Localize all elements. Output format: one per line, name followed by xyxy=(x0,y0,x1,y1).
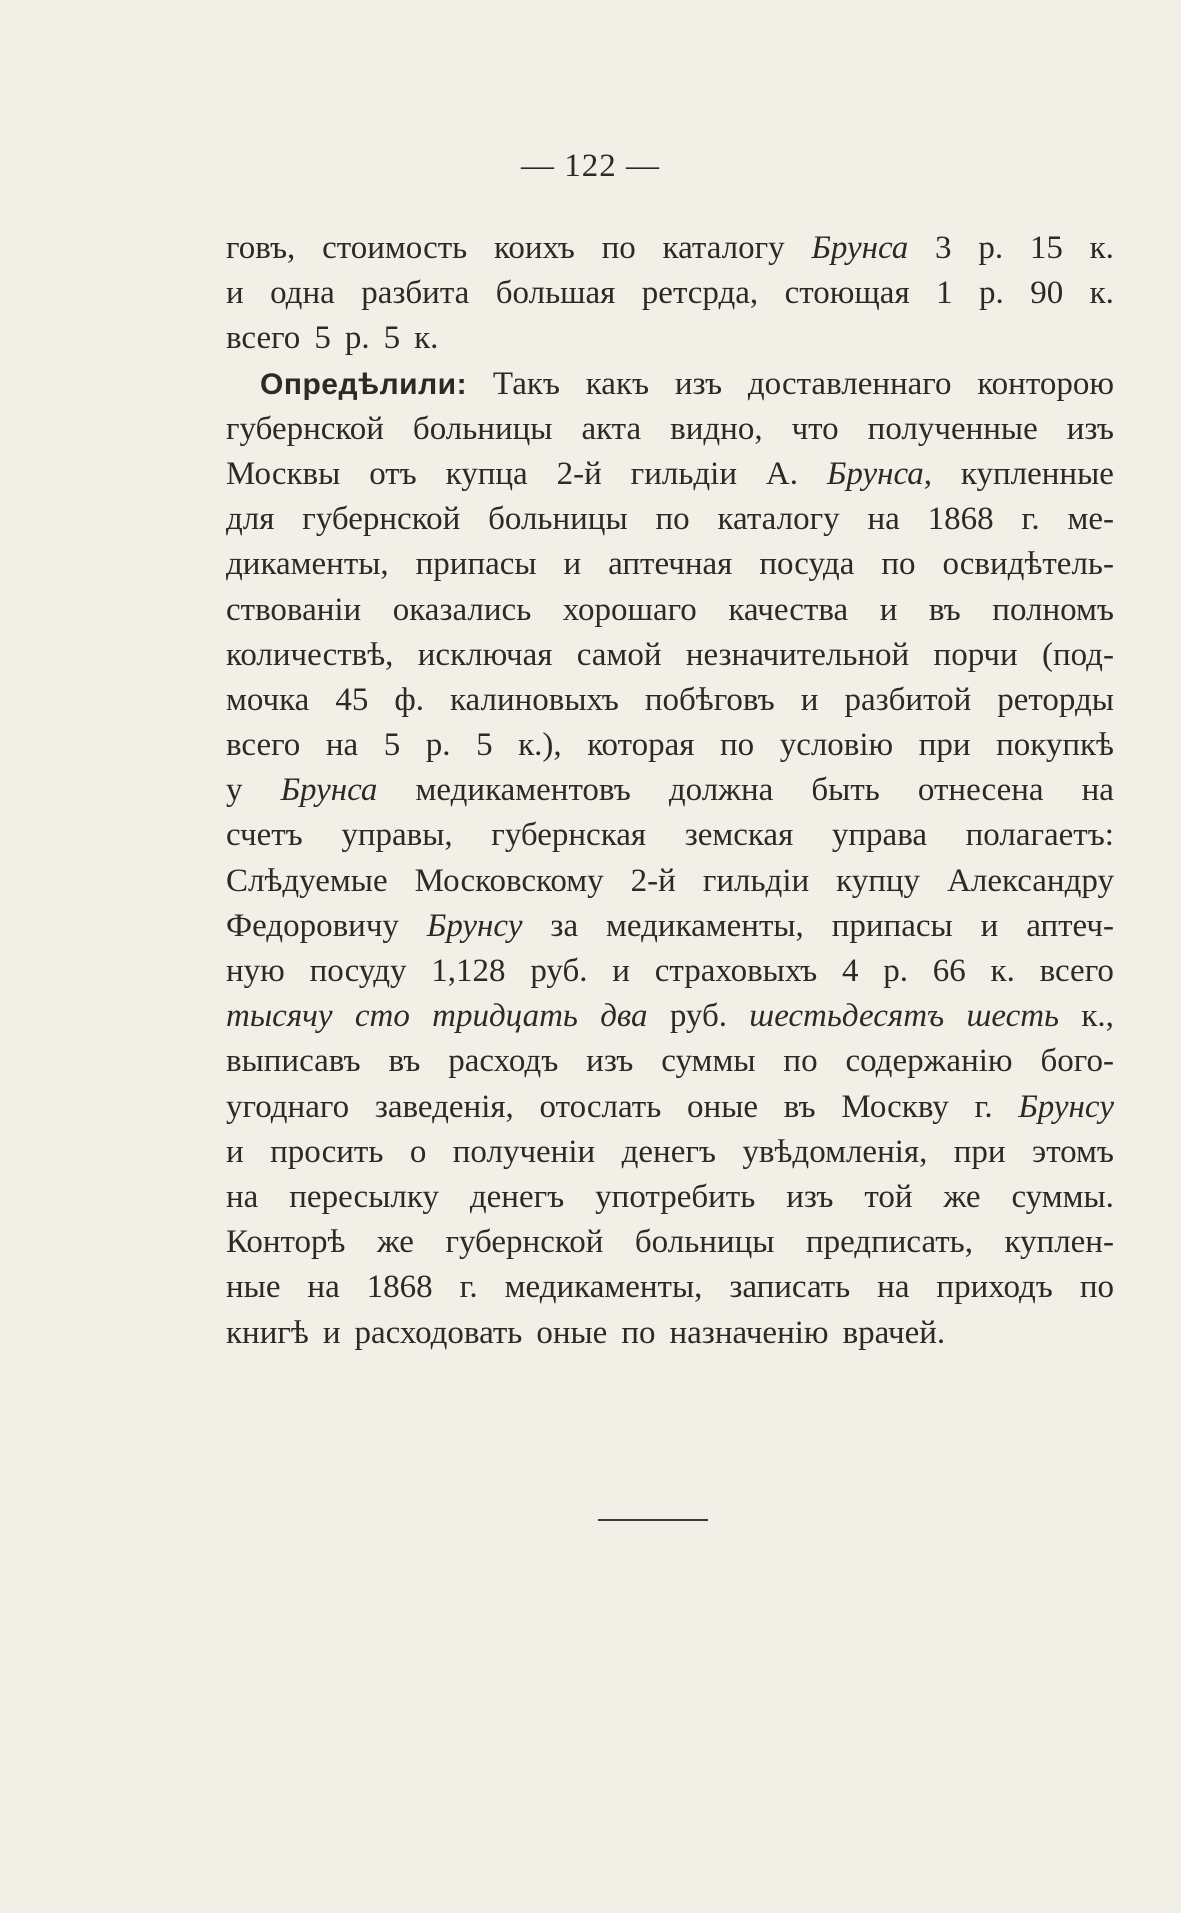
word: въ xyxy=(388,1043,421,1080)
word: въ xyxy=(928,591,961,628)
word: полномъ xyxy=(992,591,1114,628)
text-line xyxy=(226,772,1114,817)
word: и xyxy=(322,1314,341,1351)
word: побѣговъ xyxy=(644,681,775,718)
word: всего xyxy=(226,320,301,357)
word: 4 xyxy=(841,953,859,989)
page-number: — 122 — xyxy=(521,148,660,184)
word: на xyxy=(867,501,900,538)
word: к.), xyxy=(518,727,562,764)
word: освидѣтель- xyxy=(942,546,1114,583)
text-line xyxy=(226,1315,1114,1360)
word: посуду xyxy=(309,953,407,989)
word: ретсрда, xyxy=(641,275,759,312)
word: управа xyxy=(831,817,927,854)
word: больницы xyxy=(412,410,553,447)
word: всего xyxy=(1039,953,1114,989)
text-line xyxy=(226,546,1114,591)
italic-word: шесть xyxy=(966,998,1060,1035)
word: и xyxy=(612,953,630,989)
word: одна xyxy=(270,275,335,312)
word: же xyxy=(943,1178,981,1215)
word: отнесена xyxy=(917,772,1044,809)
word: при xyxy=(918,727,971,764)
word: ную xyxy=(226,953,285,989)
word: быть xyxy=(811,772,880,809)
text-line xyxy=(226,727,1114,772)
word: которая xyxy=(587,727,695,764)
word: по xyxy=(881,546,916,583)
word: на xyxy=(877,1269,910,1306)
word: пересылку xyxy=(289,1178,439,1215)
word: купленные xyxy=(960,455,1114,492)
text-line xyxy=(226,456,1114,501)
word: 3 xyxy=(935,230,952,266)
text-line xyxy=(226,1134,1114,1179)
word: на xyxy=(307,1269,340,1306)
word: разбита xyxy=(361,275,470,312)
word: г. xyxy=(974,1088,993,1125)
word: Москвы xyxy=(226,455,341,492)
word: изъ xyxy=(674,365,723,402)
word: каталогу xyxy=(717,501,840,538)
word: губернской xyxy=(226,410,384,447)
word: что xyxy=(791,410,839,447)
word: бого- xyxy=(1040,1043,1114,1080)
word: 66 xyxy=(932,953,966,989)
word: содержанію xyxy=(845,1043,1013,1080)
word: суммы. xyxy=(1011,1178,1114,1215)
word: ме- xyxy=(1067,501,1114,538)
word: той xyxy=(864,1178,913,1215)
italic-word: Брунса xyxy=(280,772,378,809)
word: куплен- xyxy=(1004,1224,1114,1261)
text-line xyxy=(226,1269,1114,1314)
word: употребить xyxy=(595,1178,756,1215)
word: отъ xyxy=(369,455,417,492)
word: медикаментовъ xyxy=(415,772,631,809)
word: 1868 xyxy=(366,1269,433,1306)
word: полученные xyxy=(867,410,1038,447)
word: увѣдомленія, xyxy=(742,1133,928,1170)
word: и xyxy=(980,907,999,944)
italic-word: Брунса, xyxy=(826,455,933,492)
text-line xyxy=(226,366,1114,411)
word: порчи xyxy=(933,636,1018,673)
word: 2-й xyxy=(630,862,676,899)
word: по xyxy=(783,1043,818,1080)
word: полученіи xyxy=(452,1133,596,1170)
word: говъ, xyxy=(226,230,296,266)
text-line xyxy=(226,863,1114,908)
word: выписавъ xyxy=(226,1043,361,1080)
word: на xyxy=(226,1178,259,1215)
body-text xyxy=(226,230,1114,1360)
word: мочка xyxy=(226,681,310,718)
word: 5 xyxy=(383,727,401,764)
word: расходовать xyxy=(354,1314,523,1351)
text-line xyxy=(226,1089,1114,1134)
word: должна xyxy=(668,772,774,809)
word: качества xyxy=(728,591,849,628)
word: 15 xyxy=(1029,230,1063,266)
word: и xyxy=(879,591,898,628)
word: акта xyxy=(581,410,642,447)
word: и xyxy=(800,681,819,718)
word: губернской xyxy=(445,1224,604,1261)
word: расходъ xyxy=(448,1043,559,1080)
word: г. xyxy=(1021,501,1040,538)
word: 1,128 xyxy=(431,953,506,989)
text-line xyxy=(226,908,1114,953)
text-line xyxy=(226,682,1114,727)
word: калиновыхъ xyxy=(450,681,619,718)
word: Такъ xyxy=(492,365,560,402)
section-heading-word: Опредѣлили: xyxy=(260,367,468,401)
text-line xyxy=(226,275,1114,320)
word: о xyxy=(409,1133,427,1170)
word: предписать, xyxy=(805,1224,973,1261)
word: по xyxy=(655,501,690,538)
word: разбитой xyxy=(844,681,972,718)
word: 5 xyxy=(314,320,331,357)
word: записать xyxy=(729,1269,851,1306)
word: заведенія, xyxy=(374,1088,514,1125)
word: полагаетъ: xyxy=(965,817,1114,854)
word: видно, xyxy=(670,410,763,447)
word: Федоровичу xyxy=(226,907,399,944)
word: управы, xyxy=(341,817,453,854)
word: (под- xyxy=(1041,636,1114,673)
word: изъ xyxy=(586,1043,634,1080)
text-line xyxy=(226,230,1114,275)
word: приходъ xyxy=(936,1269,1053,1306)
word: по xyxy=(719,727,755,764)
word: просить xyxy=(270,1133,384,1170)
word: этомъ xyxy=(1032,1133,1114,1170)
word: изъ xyxy=(1066,410,1114,447)
word: ные xyxy=(226,1269,281,1306)
word: по xyxy=(1079,1269,1114,1306)
word: самой xyxy=(576,636,662,673)
word: оные xyxy=(687,1088,759,1125)
word: к. xyxy=(1089,230,1114,266)
word: больницы xyxy=(634,1224,775,1261)
word: губернской xyxy=(302,501,461,538)
italic-word: Брунсу xyxy=(426,907,523,944)
text-line xyxy=(226,998,1114,1043)
section-divider xyxy=(598,1519,708,1521)
word: доставленнаго xyxy=(747,365,952,402)
word: на xyxy=(1081,772,1114,809)
word: 5 xyxy=(476,727,493,764)
word: больницы xyxy=(488,501,628,538)
word: руб. xyxy=(669,998,727,1035)
word: какъ xyxy=(585,365,650,402)
word: гильдіи xyxy=(702,862,810,899)
word: покупкѣ xyxy=(996,727,1114,764)
word: 5 xyxy=(383,320,401,357)
word: 90 xyxy=(1030,275,1064,312)
word: и xyxy=(226,1133,244,1170)
word: руб. xyxy=(530,953,588,989)
word: губернская xyxy=(491,817,647,854)
word: медикаменты, xyxy=(504,1269,703,1306)
word: же xyxy=(376,1224,414,1261)
word: купца xyxy=(445,455,528,492)
word: стоющая xyxy=(784,275,910,312)
text-line xyxy=(226,817,1114,862)
word: медикаменты, xyxy=(606,907,804,944)
word: угоднаго xyxy=(226,1088,350,1125)
word: на xyxy=(325,727,359,764)
word: страховыхъ xyxy=(654,953,818,989)
word: оные xyxy=(536,1314,608,1351)
word: книгѣ xyxy=(226,1314,309,1351)
italic-word: Брунсу xyxy=(1018,1088,1114,1125)
text-line xyxy=(226,501,1114,546)
word: земская xyxy=(684,817,794,854)
word: реторды xyxy=(997,681,1114,718)
word: Конторѣ xyxy=(226,1224,346,1261)
word: за xyxy=(550,907,579,944)
word: 2-й xyxy=(556,455,602,492)
word: 45 xyxy=(335,681,369,718)
text-line xyxy=(226,953,1114,998)
word: к. xyxy=(1089,275,1114,312)
word: Москву xyxy=(841,1088,949,1125)
word: и xyxy=(563,546,582,583)
text-line xyxy=(226,1043,1114,1088)
word: р. xyxy=(978,230,1004,266)
word: 1 xyxy=(936,275,953,312)
word: хорошаго xyxy=(562,591,697,628)
word: незначительной xyxy=(685,636,910,673)
word: условію xyxy=(779,727,894,764)
word: въ xyxy=(783,1088,816,1125)
word: исключая xyxy=(417,636,553,673)
word: назначенію xyxy=(669,1314,829,1351)
word: для xyxy=(226,501,275,538)
word: гильдіи xyxy=(630,455,738,492)
word: р. xyxy=(344,320,370,357)
word: количествѣ, xyxy=(226,636,394,673)
word: р. xyxy=(425,727,451,764)
word: припасы xyxy=(831,907,953,944)
word: всего xyxy=(226,727,301,764)
word: большая xyxy=(495,275,616,312)
word: посуда xyxy=(759,546,855,583)
word: А. xyxy=(765,455,799,492)
word: купцу xyxy=(836,862,921,899)
italic-word: тридцать xyxy=(432,998,578,1035)
word: г. xyxy=(459,1269,478,1306)
word: оказались xyxy=(392,591,532,628)
word: р. xyxy=(979,275,1004,312)
word: по xyxy=(601,230,636,266)
word: к. xyxy=(990,953,1015,989)
text-line xyxy=(226,1224,1114,1269)
text-line xyxy=(226,1179,1114,1224)
word: каталогу xyxy=(662,230,785,266)
word: ствованіи xyxy=(226,591,362,628)
italic-word: тысячу xyxy=(226,998,333,1035)
word: припасы xyxy=(415,546,537,583)
text-line xyxy=(226,637,1114,682)
word: аптечная xyxy=(608,546,733,583)
word: врачей. xyxy=(842,1314,946,1351)
italic-word: сто xyxy=(354,998,410,1035)
word: Московскому xyxy=(414,862,604,899)
word: коихъ xyxy=(493,230,575,266)
word: ф. xyxy=(394,681,424,718)
word: отослать xyxy=(539,1088,662,1125)
word: конторою xyxy=(977,365,1114,402)
word: дикаменты, xyxy=(226,546,389,583)
word: Александру xyxy=(947,862,1114,899)
word: Слѣдуемые xyxy=(226,862,388,899)
word: аптеч- xyxy=(1026,907,1114,944)
word: к. xyxy=(414,320,439,357)
word: денегъ xyxy=(621,1133,716,1170)
word: изъ xyxy=(786,1178,834,1215)
word: к., xyxy=(1081,998,1114,1035)
word: у xyxy=(226,772,243,809)
word: денегъ xyxy=(469,1178,565,1215)
text-line xyxy=(226,411,1114,456)
word: счетъ xyxy=(226,817,303,854)
italic-word: два xyxy=(600,998,648,1035)
text-line xyxy=(226,592,1114,637)
word: при xyxy=(953,1133,1006,1170)
italic-word: Брунса xyxy=(811,230,909,266)
word: 1868 xyxy=(927,501,994,538)
italic-word: шестьдесятъ xyxy=(749,998,945,1035)
word: суммы xyxy=(661,1043,756,1080)
word: стоимость xyxy=(322,230,468,266)
word: р. xyxy=(883,953,908,989)
text-line xyxy=(226,320,1114,365)
word: по xyxy=(621,1314,656,1351)
word: и xyxy=(226,275,244,312)
